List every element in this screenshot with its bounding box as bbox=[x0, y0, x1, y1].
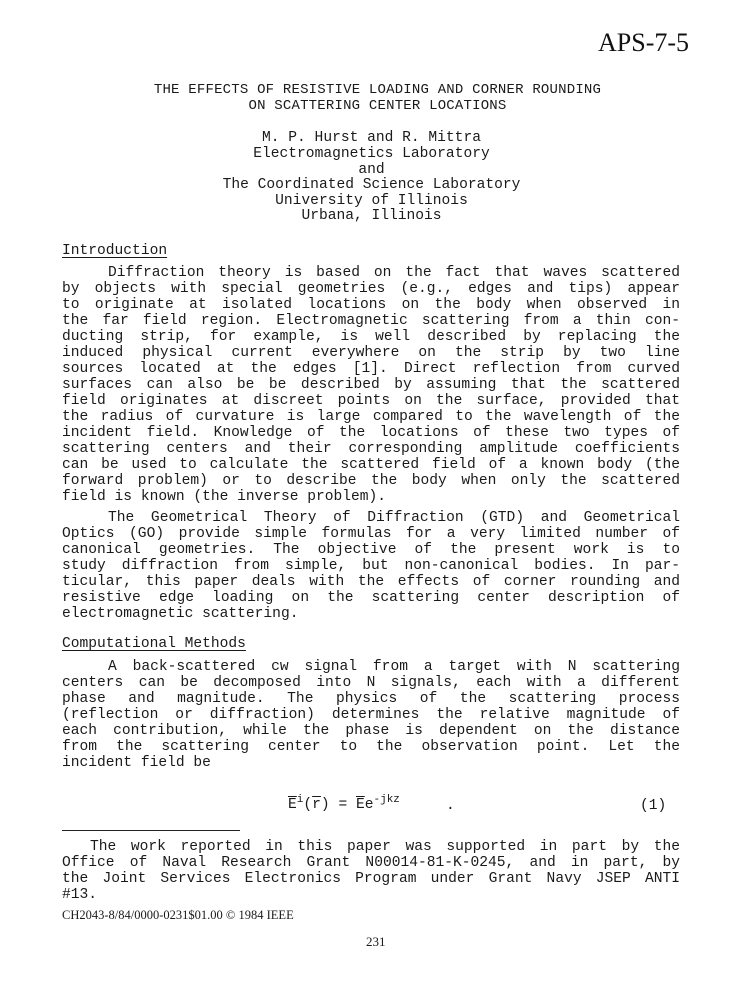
location: Urbana, Illinois bbox=[301, 208, 442, 224]
paragraph-line: centers can be decomposed into N signals, each with a different bbox=[62, 675, 680, 691]
paragraph-line: sources located at the edges [1]. Direct reflection from curved bbox=[62, 361, 680, 377]
superscript-i: i bbox=[296, 794, 304, 806]
paragraph-line: field is known (the inverse problem). bbox=[62, 489, 387, 505]
exponent: -jkz bbox=[373, 794, 400, 806]
equals-sign: = bbox=[338, 797, 348, 813]
paragraph-line: by objects with special geometries (e.g., edges and tips) appear bbox=[62, 281, 680, 297]
paragraph-line: ducting strip, for example, is well described by replacing the bbox=[62, 329, 680, 345]
paragraph-line: Optics (GO) provide simple formulas for a very limited number of bbox=[62, 526, 680, 542]
paren-open: ( bbox=[303, 797, 313, 813]
footnote-line: The work reported in this paper was supported in part by the bbox=[90, 839, 680, 855]
paragraph-line: study diffraction from simple, but non-canonical bodies. In par- bbox=[62, 558, 680, 574]
footnote-rule bbox=[62, 830, 240, 831]
paragraph-line: induced physical current everywhere on the strip by two line bbox=[62, 345, 680, 361]
equation-period: . bbox=[446, 798, 455, 814]
paragraph-line: canonical geometries. The objective of the present work is to bbox=[62, 542, 680, 558]
paren-close: ) bbox=[320, 797, 330, 813]
paragraph-line: resistive edge loading on the scattering center description of bbox=[62, 590, 680, 606]
section-heading-introduction: Introduction bbox=[62, 243, 168, 259]
paragraph-line: surfaces can also be be described by assuming that the scattered bbox=[62, 377, 680, 393]
paragraph-line: The Geometrical Theory of Diffraction (GTD) and Geometrical bbox=[108, 510, 680, 526]
vector-r: $\overline{r}$ bbox=[312, 797, 321, 813]
equation-1 bbox=[288, 794, 400, 813]
vector-e-amplitude: $\overline{E}$ bbox=[355, 797, 365, 813]
page-number: 231 bbox=[366, 934, 386, 949]
paragraph-line: the far field region. Electromagnetic scattering from a thin con- bbox=[62, 313, 680, 329]
affiliation-2: The Coordinated Science Laboratory bbox=[222, 177, 521, 193]
paragraph-line: the radius of curvature is large compared to the wavelength of the bbox=[62, 409, 680, 425]
paragraph-line: scattering centers and their corresponding amplitude coefficients bbox=[62, 441, 680, 457]
paragraph-line: A back-scattered cw signal from a target with N scattering bbox=[108, 659, 680, 675]
paragraph-line: incident field be bbox=[62, 755, 211, 771]
footnote-line: the Joint Services Electronics Program under Grant Navy JSEP ANTI bbox=[62, 871, 680, 887]
vector-e-incident: $\overline{E}$ bbox=[288, 797, 297, 813]
affiliation-1: Electromagnetics Laboratory bbox=[253, 146, 490, 162]
author-names: M. P. Hurst and R. Mittra bbox=[262, 130, 481, 146]
paragraph-line: from the scattering center to the observation point. Let the bbox=[62, 739, 680, 755]
session-code: APS-7-5 bbox=[598, 28, 690, 57]
section-heading-computational-methods: Computational Methods bbox=[62, 636, 246, 652]
paragraph-line: can be used to calculate the scattered field of a known body (the bbox=[62, 457, 680, 473]
equation-number: (1) bbox=[640, 798, 667, 814]
paragraph-line: phase and magnitude. The physics of the scattering process bbox=[62, 691, 680, 707]
paragraph-line: Diffraction theory is based on the fact that waves scattered bbox=[108, 265, 680, 281]
paper-title-line-2: ON SCATTERING CENTER LOCATIONS bbox=[248, 98, 507, 114]
copyright-notice: CH2043-8/84/0000-0231$01.00 © 1984 IEEE bbox=[62, 908, 294, 922]
paragraph-line: ticular, this paper deals with the effects of corner rounding and bbox=[62, 574, 680, 590]
paragraph-line: (reflection or diffraction) determines the relative magnitude of bbox=[62, 707, 680, 723]
footnote-line: Office of Naval Research Grant N00014-81-K-0245, and in part, by bbox=[62, 855, 680, 871]
affiliation-conjunction: and bbox=[358, 162, 385, 178]
paragraph-line: forward problem) or to describe the body when only the scattered bbox=[62, 473, 680, 489]
paper-title-line-1: THE EFFECTS OF RESISTIVE LOADING AND CORNER ROUNDING bbox=[153, 82, 602, 98]
exp-base: e bbox=[364, 797, 374, 813]
paragraph-line: field originates at discreet points on the surface, provided that bbox=[62, 393, 680, 409]
paragraph-line: to originate at isolated locations on the body when observed in bbox=[62, 297, 680, 313]
footnote-line: #13. bbox=[62, 887, 98, 903]
paragraph-line: each contribution, while the phase is dependent on the distance bbox=[62, 723, 680, 739]
paragraph-line: electromagnetic scattering. bbox=[62, 606, 299, 622]
paragraph-line: incident field. Knowledge of the locations of these two types of bbox=[62, 425, 680, 441]
university: University of Illinois bbox=[275, 193, 468, 209]
